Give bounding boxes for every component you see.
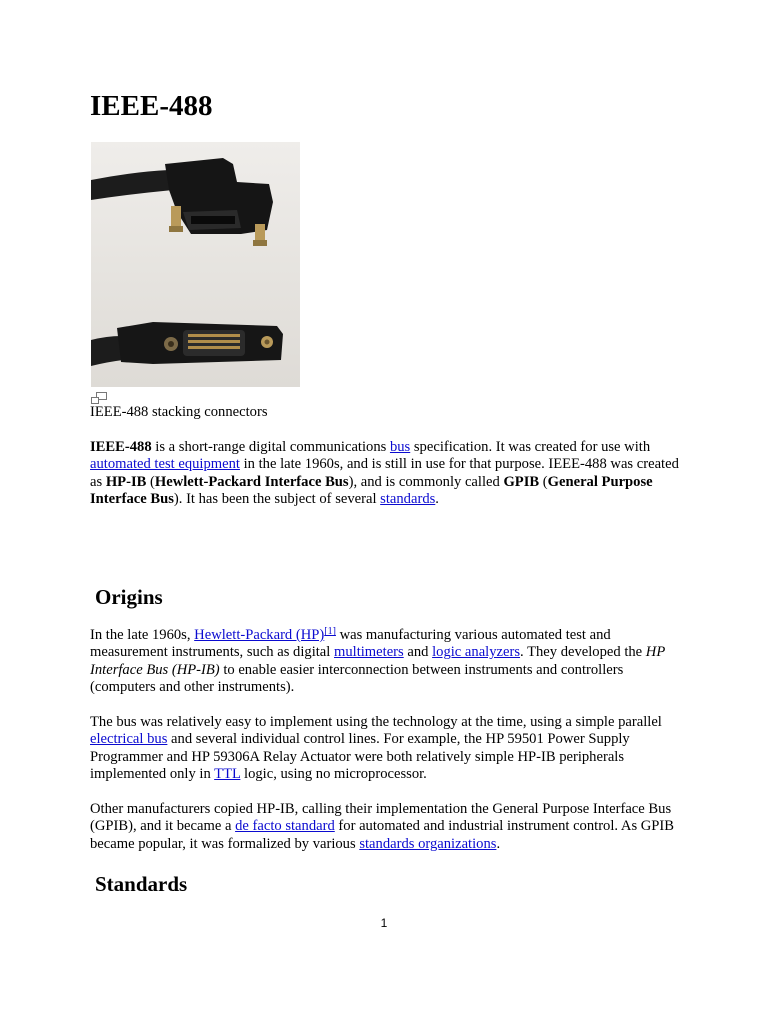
link-standards[interactable]: standards bbox=[380, 491, 436, 508]
link-multimeters[interactable]: multimeters bbox=[334, 644, 404, 661]
link-electrical-bus[interactable]: electrical bus bbox=[90, 731, 168, 748]
connector-photo[interactable] bbox=[91, 142, 300, 387]
section-heading-origins: Origins bbox=[95, 585, 163, 609]
origins-paragraph-1: In the late 1960s, Hewlett-Packard (HP)[1] was manufacturing various automated test and measurement instruments, such as digital multimeters and logic analyzers. They developed the HP Interface Bus (HP-IB) to enable easier interconnection between instruments and controllers (computers and other instruments). bbox=[90, 626, 665, 696]
link-standards-organizations[interactable]: standards organizations bbox=[359, 835, 497, 852]
origins-paragraph-2: The bus was relatively easy to implement using the technology at the time, using a simple parallel electrical bus and several individual control lines. For example, the HP 59501 Power Supply Programmer and HP 59306A Relay Actuator were both relatively simple HP-IB peripherals implemented only in TTL logic, using no microprocessor. bbox=[90, 714, 662, 783]
link-hewlett-packard[interactable]: Hewlett-Packard (HP) bbox=[194, 627, 325, 643]
page-title: IEEE-488 bbox=[90, 90, 213, 122]
term-hp-ib-expansion: Hewlett-Packard Interface Bus bbox=[154, 473, 349, 490]
link-automated-test-equipment[interactable]: automated test equipment bbox=[90, 456, 240, 473]
reference-1[interactable]: [1] bbox=[324, 626, 336, 637]
link-de-facto-standard[interactable]: de facto standard bbox=[235, 818, 335, 835]
term-hp-interface-bus: HP Interface Bus (HP-IB) bbox=[90, 644, 665, 678]
link-logic-analyzers[interactable]: logic analyzers bbox=[432, 644, 521, 661]
term-ieee-488: IEEE-488 bbox=[90, 439, 152, 455]
term-hp-ib: HP-IB bbox=[105, 473, 147, 490]
link-bus[interactable]: bus bbox=[389, 439, 411, 455]
connector-image bbox=[91, 142, 300, 387]
figure-caption: IEEE-488 stacking connectors bbox=[90, 404, 268, 420]
origins-paragraph-3: Other manufacturers copied HP-IB, calling their implementation the General Purpose Interface Bus (GPIB), and it became a de facto standard for automated and industrial instrument control. As GPIB became popular, it was formalized by various standards organizations. bbox=[90, 801, 675, 852]
page-number: 1 bbox=[380, 916, 388, 930]
section-heading-standards: Standards bbox=[95, 872, 188, 896]
link-ttl[interactable]: TTL bbox=[214, 766, 241, 783]
intro-paragraph: IEEE-488 is a short-range digital communications bus specification. It was created for use with automated test equipment in the late 1960s, and is still in use for that purpose. IEEE-488 was created as HP-IB (Hewlett-Packard Interface Bus), and is commonly called GPIB (General Purpose Interface Bus). It has been the subject of several standards. bbox=[90, 439, 679, 508]
term-gpib-expansion: General Purpose Interface Bus bbox=[90, 473, 653, 508]
term-gpib: GPIB bbox=[503, 473, 540, 490]
